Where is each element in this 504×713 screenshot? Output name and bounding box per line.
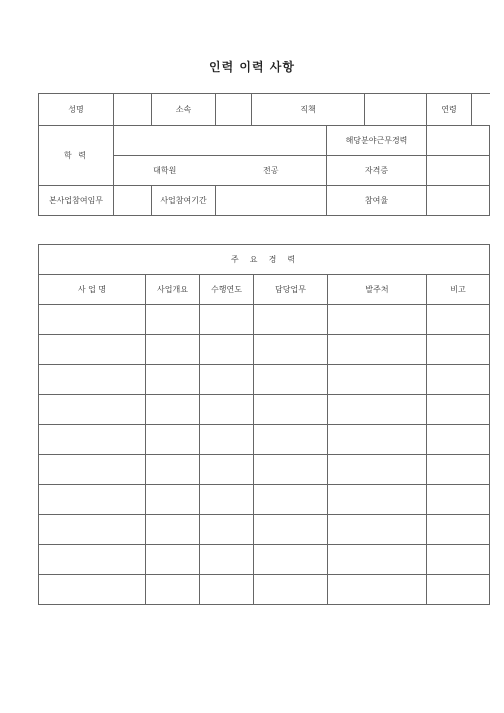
table-cell[interactable]: [39, 425, 146, 455]
table-cell[interactable]: [200, 425, 254, 455]
table-cell[interactable]: [254, 305, 328, 335]
table-cell[interactable]: [39, 485, 146, 515]
table-cell[interactable]: [328, 455, 427, 485]
related-experience-value[interactable]: [427, 126, 490, 156]
graduate-school-label: 대학원: [114, 156, 216, 186]
table-cell[interactable]: [39, 455, 146, 485]
table-cell[interactable]: [39, 515, 146, 545]
table-cell[interactable]: [427, 545, 490, 575]
name-label: 성명: [39, 94, 114, 126]
table-cell[interactable]: [427, 335, 490, 365]
certification-value[interactable]: [427, 156, 490, 186]
table-cell[interactable]: [427, 395, 490, 425]
education-value[interactable]: [114, 126, 327, 156]
table-cell[interactable]: [254, 545, 328, 575]
affiliation-label: 소속: [152, 94, 216, 126]
table-cell[interactable]: [328, 575, 427, 605]
career-header-row: [39, 275, 490, 305]
personnel-info-table: [38, 93, 490, 216]
table-cell[interactable]: [39, 365, 146, 395]
table-cell[interactable]: [200, 485, 254, 515]
table-cell[interactable]: [146, 455, 200, 485]
table-cell[interactable]: [200, 455, 254, 485]
table-cell[interactable]: [427, 575, 490, 605]
table-cell[interactable]: [328, 335, 427, 365]
table-row: [39, 575, 490, 605]
name-value[interactable]: [114, 94, 152, 126]
table-cell[interactable]: [39, 545, 146, 575]
table-cell[interactable]: [254, 395, 328, 425]
table-cell[interactable]: [254, 515, 328, 545]
table-cell[interactable]: [427, 365, 490, 395]
table-cell[interactable]: [39, 395, 146, 425]
table-row: [39, 365, 490, 395]
project-role-value[interactable]: [114, 186, 152, 216]
age-label: 연령: [427, 94, 472, 125]
age-cell: [427, 94, 490, 126]
table-cell[interactable]: [146, 485, 200, 515]
table-cell[interactable]: [200, 335, 254, 365]
position-value[interactable]: [365, 94, 427, 126]
project-period-value[interactable]: [216, 186, 327, 216]
table-cell[interactable]: [200, 545, 254, 575]
table-cell[interactable]: [427, 485, 490, 515]
table-cell[interactable]: [146, 395, 200, 425]
column-header: 담당업무: [254, 275, 328, 305]
project-period-label: 사업참여기간: [152, 186, 216, 216]
table-cell[interactable]: [146, 575, 200, 605]
table-cell[interactable]: [39, 575, 146, 605]
table-cell[interactable]: [254, 485, 328, 515]
career-table: [38, 244, 490, 605]
education-label: 학 력: [39, 126, 114, 186]
table-row: [39, 545, 490, 575]
table-cell[interactable]: [254, 335, 328, 365]
table-cell[interactable]: [328, 515, 427, 545]
table-cell[interactable]: [146, 365, 200, 395]
table-row: [39, 425, 490, 455]
table-cell[interactable]: [39, 305, 146, 335]
table-cell[interactable]: [200, 515, 254, 545]
position-label: 직책: [252, 94, 365, 126]
table-row: [39, 305, 490, 335]
table-cell[interactable]: [254, 455, 328, 485]
table-cell[interactable]: [146, 545, 200, 575]
certification-label: 자격증: [327, 156, 427, 186]
table-cell[interactable]: [328, 305, 427, 335]
table-row: [39, 455, 490, 485]
participation-rate-label: 참여율: [327, 186, 427, 216]
page-title: 인력 이력 사항: [209, 60, 295, 74]
table-cell[interactable]: [200, 575, 254, 605]
table-cell[interactable]: [328, 545, 427, 575]
table-cell[interactable]: [146, 425, 200, 455]
table-cell[interactable]: [427, 425, 490, 455]
table-cell[interactable]: [254, 425, 328, 455]
table-cell[interactable]: [328, 485, 427, 515]
table-cell[interactable]: [146, 515, 200, 545]
table-row: [39, 485, 490, 515]
table-cell[interactable]: [328, 365, 427, 395]
table-cell[interactable]: [328, 395, 427, 425]
table-cell[interactable]: [200, 365, 254, 395]
column-header: 비고: [427, 275, 490, 305]
table-cell[interactable]: [427, 305, 490, 335]
table-row: [39, 395, 490, 425]
table-cell[interactable]: [146, 335, 200, 365]
table-cell[interactable]: [200, 395, 254, 425]
table-row: [39, 335, 490, 365]
table-cell[interactable]: [39, 335, 146, 365]
affiliation-value[interactable]: [216, 94, 252, 126]
major-label: 전공: [216, 156, 327, 186]
table-cell[interactable]: [200, 305, 254, 335]
column-header: 사업개요: [146, 275, 200, 305]
career-table-title: 주 요 경 력: [39, 245, 490, 275]
related-experience-label: 해당분야근무경력: [327, 126, 427, 156]
column-header: 수행연도: [200, 275, 254, 305]
age-value[interactable]: [472, 94, 490, 125]
participation-rate-value[interactable]: [427, 186, 490, 216]
project-role-label: 본사업참여임무: [39, 186, 114, 216]
table-cell[interactable]: [328, 425, 427, 455]
column-header: 발주처: [328, 275, 427, 305]
column-header: 사 업 명: [39, 275, 146, 305]
table-cell[interactable]: [146, 305, 200, 335]
table-cell[interactable]: [427, 455, 490, 485]
table-row: [39, 515, 490, 545]
table-cell[interactable]: [254, 365, 328, 395]
table-cell[interactable]: [254, 575, 328, 605]
table-cell[interactable]: [427, 515, 490, 545]
